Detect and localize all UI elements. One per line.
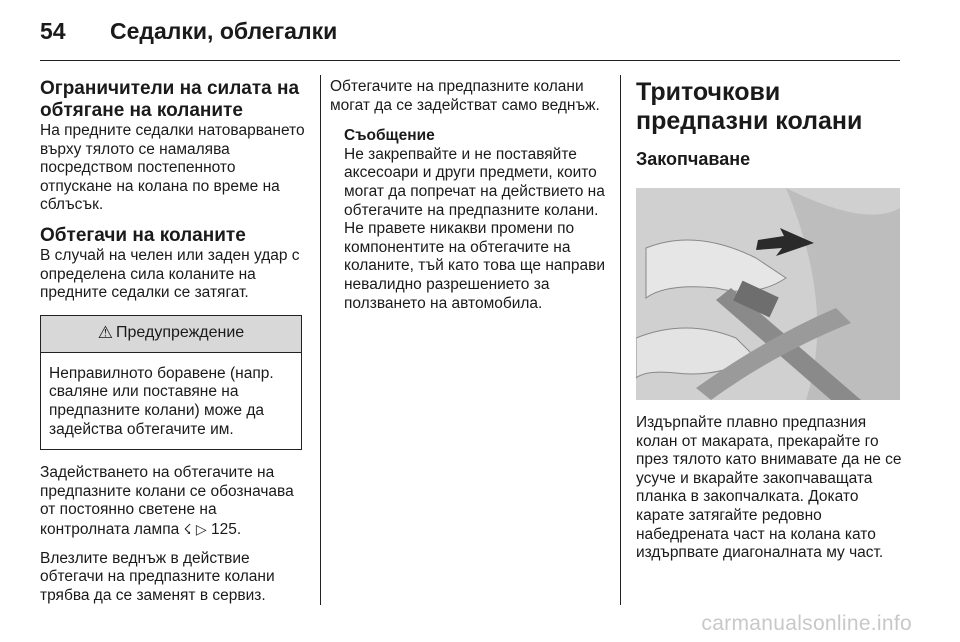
page-number: 54 xyxy=(40,18,66,44)
column-left xyxy=(40,78,308,605)
watermark: carmanualsonline.info xyxy=(701,612,912,635)
seatbelt-warning-lamp-icon: ☇ xyxy=(183,520,192,537)
text-activation xyxy=(40,464,308,539)
heading-pretensioners: Обтегачи на коланите xyxy=(40,224,246,246)
note-title: Съобщение xyxy=(344,127,435,145)
seatbelt-fastening-illustration xyxy=(636,188,900,400)
text-activation-main: Задействането на обтегачите на предпазните колани се обозначава от постоянно светене на контролната лампа xyxy=(40,464,294,538)
heading-three-point-belts: Триточкови предпазни колани xyxy=(636,78,863,135)
column-divider-2 xyxy=(620,75,621,605)
column-middle xyxy=(330,78,608,313)
header-rule xyxy=(40,60,900,61)
chapter-title: Седалки, облегалки xyxy=(109,18,338,44)
warning-box xyxy=(40,315,302,450)
text-pretensioners: В случай на челен или заден удар с определена сила коланите на предните седалки се затягат. xyxy=(40,246,300,302)
warning-header xyxy=(41,316,301,353)
text-force-limiters: На предните седалки натоварването върху тялото се намалява посредством постепенното отпускане на колана по време на сблъсък. xyxy=(40,122,305,214)
page-reference-icon: ▷ xyxy=(195,520,207,537)
text-fastening: Издърпайте плавно предпазния колан от макарата, прекарайте го през тялото като внимавате да не се усуче и вкарайте закопчаващата планка в закопчалката. Докато карате затягайте редовно набедрената част на колана като издърпвате диагоналната му част. xyxy=(636,414,902,562)
text-replace: Влезлите веднъж в действие обтегачи на предпазните колани трябва да се заменят в сервиз. xyxy=(40,549,275,604)
note-block xyxy=(330,127,608,313)
warning-body: Неправилното боравене (напр. сваляне или поставяне на предпазните колани) може да задейства обтегачите им. xyxy=(49,364,274,438)
page-reference: 125. xyxy=(210,520,242,538)
text-once: Обтегачите на предпазните колани могат да се задействат само веднъж. xyxy=(330,78,600,114)
heading-fastening: Закопчаване xyxy=(636,149,751,169)
column-divider-1 xyxy=(320,75,321,605)
warning-title: Предупреждение xyxy=(116,324,245,342)
page-header xyxy=(40,18,337,45)
heading-force-limiters: Ограничители на силата на обтягане на коланите xyxy=(40,78,300,121)
column-right xyxy=(636,78,902,563)
warning-triangle-icon: ⚠ xyxy=(97,323,114,343)
note-body: Не закрепвайте и не поставяйте аксесоари и други предмети, които могат да попречат на действието на обтегачите на предпазните колани. Не правете никакви промени по компонентите на обтегачите на коланите, тъй като това ще направи невалидно разрешението за ползването на автомобила. xyxy=(344,145,606,312)
